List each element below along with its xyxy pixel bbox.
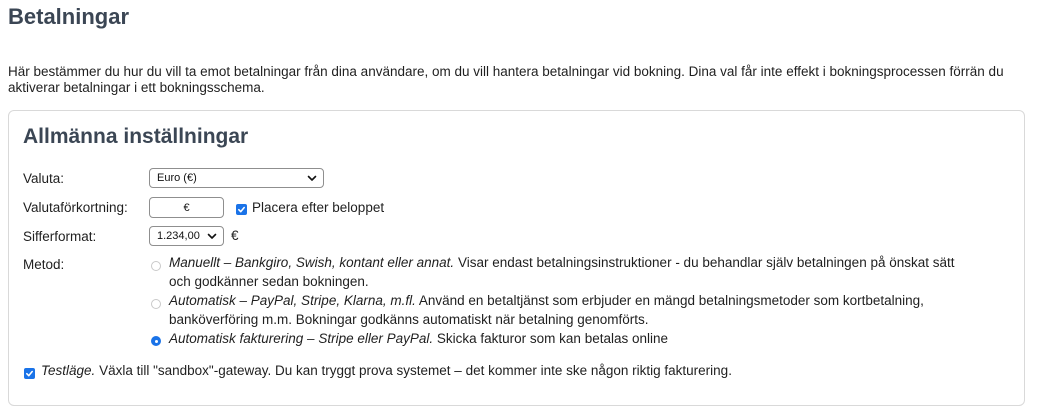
test-mode-label [41,363,732,378]
currency-abbr-input[interactable] [149,197,224,218]
method-manual-name: Manuellt – Bankgiro, Swish, kontant eller annat. [169,255,455,270]
currency-select-value: Euro (€) [157,172,197,184]
number-format-select-value: 1.234,00 [157,230,200,242]
number-format-select[interactable] [149,226,224,246]
method-automatic-radio[interactable] [151,299,161,309]
currency-label: Valuta: [23,171,65,186]
chevron-down-icon [307,173,317,183]
number-format-label: Sifferformat: [23,229,97,244]
page-intro: Här bestämmer du hur du vill ta emot betalningar från dina användare, om du vill hantera betalningar vid bokning. Dina val får inte effekt i bokningsprocessen förrän du aktiverar betalningar i ett bokningsschema. [8,64,1004,95]
currency-abbr-label: Valutaförkortning: [23,200,128,215]
number-format-suffix: € [231,228,239,243]
after-amount-checkbox[interactable] [236,204,247,215]
method-invoicing-desc-1: Skicka fakturor som kan betalas online [436,331,669,346]
checkmark-icon [25,369,34,378]
method-manual-radio[interactable] [151,261,161,271]
method-automatic-option[interactable] [169,291,1009,329]
method-manual-desc-1: Visar endast betalningsinstruktioner - du behandlar själv betalningen på önskat sätt [457,255,955,270]
general-settings-panel [8,110,1025,406]
method-automatic-desc-1: Använd en betaltjänst som erbjuder en mängd betalningsmetoder som kortbetalning, [418,293,924,308]
currency-select[interactable] [149,168,324,188]
method-label: Metod: [23,257,65,272]
method-manual-desc-2: och godkänner sedan bokningen. [169,274,369,289]
method-automatic-desc-2: banköverföring m.m. Bokningar godkänns automatiskt när betalning genomförts. [169,312,649,327]
method-invoicing-name: Automatisk fakturering – Stripe eller PayPal. [169,331,434,346]
method-manual-option[interactable] [169,253,1009,291]
test-mode-name: Testläge. [41,363,96,378]
checkmark-icon [237,205,246,214]
method-automatic-name: Automatisk – PayPal, Stripe, Klarna, m.fl. [169,293,416,308]
test-mode-desc: Växla till "sandbox"-gateway. Du kan tryggt prova systemet – det kommer inte ske någon riktig fakturering. [99,363,732,378]
general-settings-title: Allmänna inställningar [23,125,249,148]
method-invoicing-option[interactable] [169,329,1009,348]
after-amount-label: Placera efter beloppet [252,200,385,215]
test-mode-checkbox[interactable] [24,368,35,379]
page-title: Betalningar [8,4,130,29]
method-invoicing-radio[interactable] [151,336,161,346]
chevron-down-icon [207,231,217,241]
